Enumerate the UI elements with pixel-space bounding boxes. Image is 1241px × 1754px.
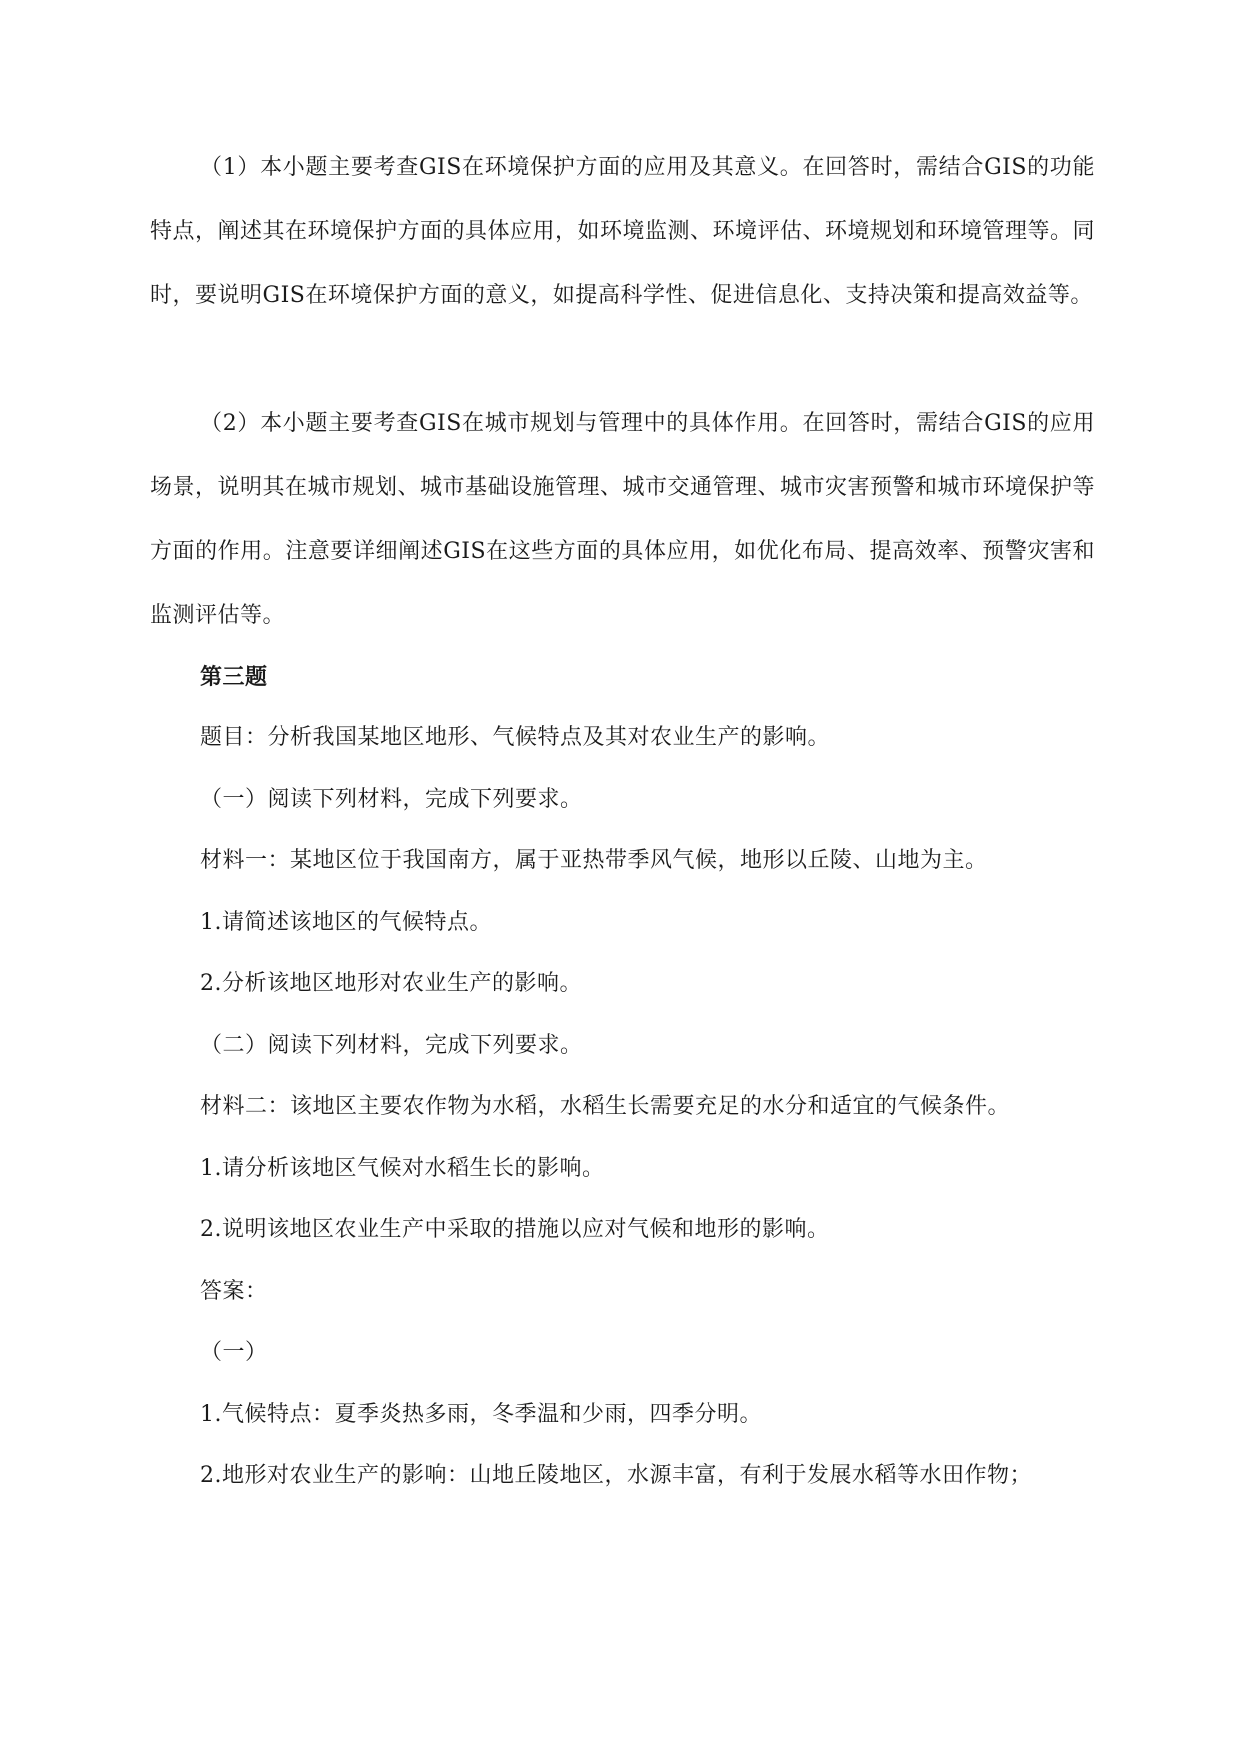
part-one-question-1: 1.请简述该地区的气候特点。 — [200, 910, 492, 935]
section-title: 第三题 — [200, 664, 268, 690]
part-one-question-2: 2.分析该地区地形对农业生产的影响。 — [200, 971, 582, 996]
material-two: 材料二：该地区主要农作物为水稻，水稻生长需要充足的水分和适宜的气候条件。 — [200, 1094, 1011, 1119]
question-title: 题目：分析我国某地区地形、气候特点及其对农业生产的影响。 — [200, 725, 831, 750]
part-two-instruction: （二）阅读下列材料，完成下列要求。 — [200, 1033, 583, 1058]
part-two-question-2: 2.说明该地区农业生产中采取的措施以应对气候和地形的影响。 — [200, 1217, 830, 1242]
answer-label: 答案： — [200, 1279, 268, 1304]
part-two-question-1: 1.请分析该地区气候对水稻生长的影响。 — [200, 1156, 605, 1181]
answer-part-one-1: 1.气候特点：夏季炎热多雨，冬季温和少雨，四季分明。 — [200, 1402, 762, 1427]
part-one-instruction: （一）阅读下列材料，完成下列要求。 — [200, 787, 583, 812]
answer-part-one-label: （一） — [200, 1340, 268, 1365]
material-one: 材料一：某地区位于我国南方，属于亚热带季风气候，地形以丘陵、山地为主。 — [200, 848, 988, 873]
answer-paragraph-2: （2）本小题主要考查GIS在城市规划与管理中的具体作用。在回答时，需结合GIS的应用场景，说明其在城市规划、城市基础设施管理、城市交通管理、城市灾害预警和城市环境保护等方面的作用。注意要详细阐述GIS在这些方面的具体应用，如优化布局、提高效率、预警灾害和监测评估等。 — [150, 411, 1096, 628]
answer-part-one-2: 2.地形对农业生产的影响：山地丘陵地区，水源丰富，有利于发展水稻等水田作物； — [200, 1463, 1032, 1488]
answer-paragraph-1: （1）本小题主要考查GIS在环境保护方面的应用及其意义。在回答时，需结合GIS的功能特点，阐述其在环境保护方面的具体应用，如环境监测、环境评估、环境规划和环境管理等。同时，要说明GIS在环境保护方面的意义，如提高科学性、促进信息化、支持决策和提高效益等。 — [150, 155, 1096, 308]
